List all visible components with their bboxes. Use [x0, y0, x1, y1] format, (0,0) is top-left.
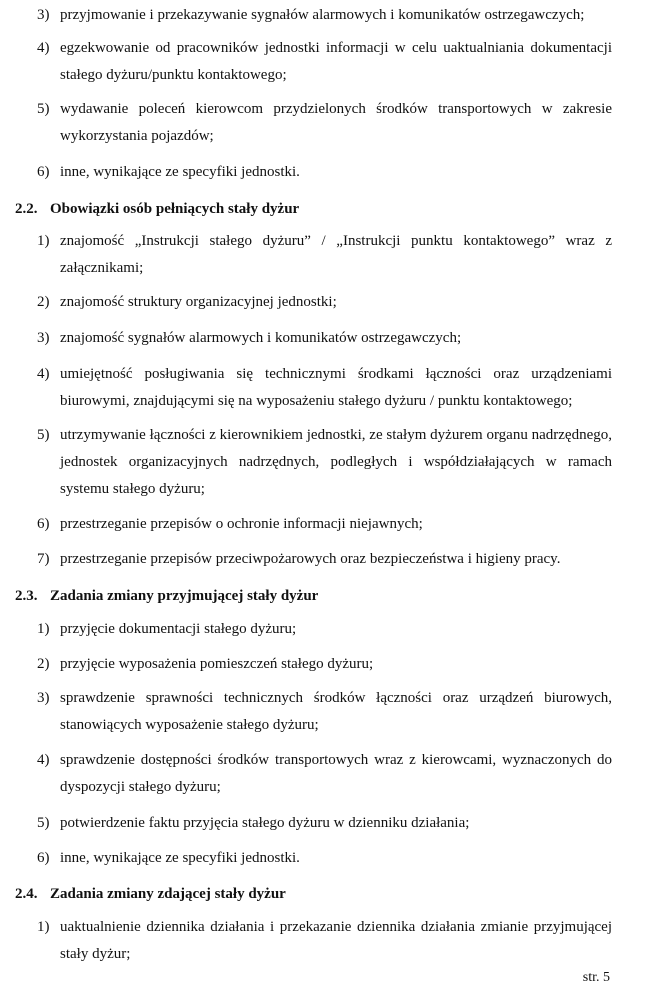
section-heading: 2.2. Obowiązki osób pełniących stały dyżur [15, 201, 300, 217]
section-heading: 2.4. Zadania zmiany zdającej stały dyżur [15, 886, 286, 902]
page-number: str. 5 [582, 970, 610, 985]
section-heading: 2.3. Zadania zmiany przyjmującej stały dyżur [15, 588, 319, 604]
